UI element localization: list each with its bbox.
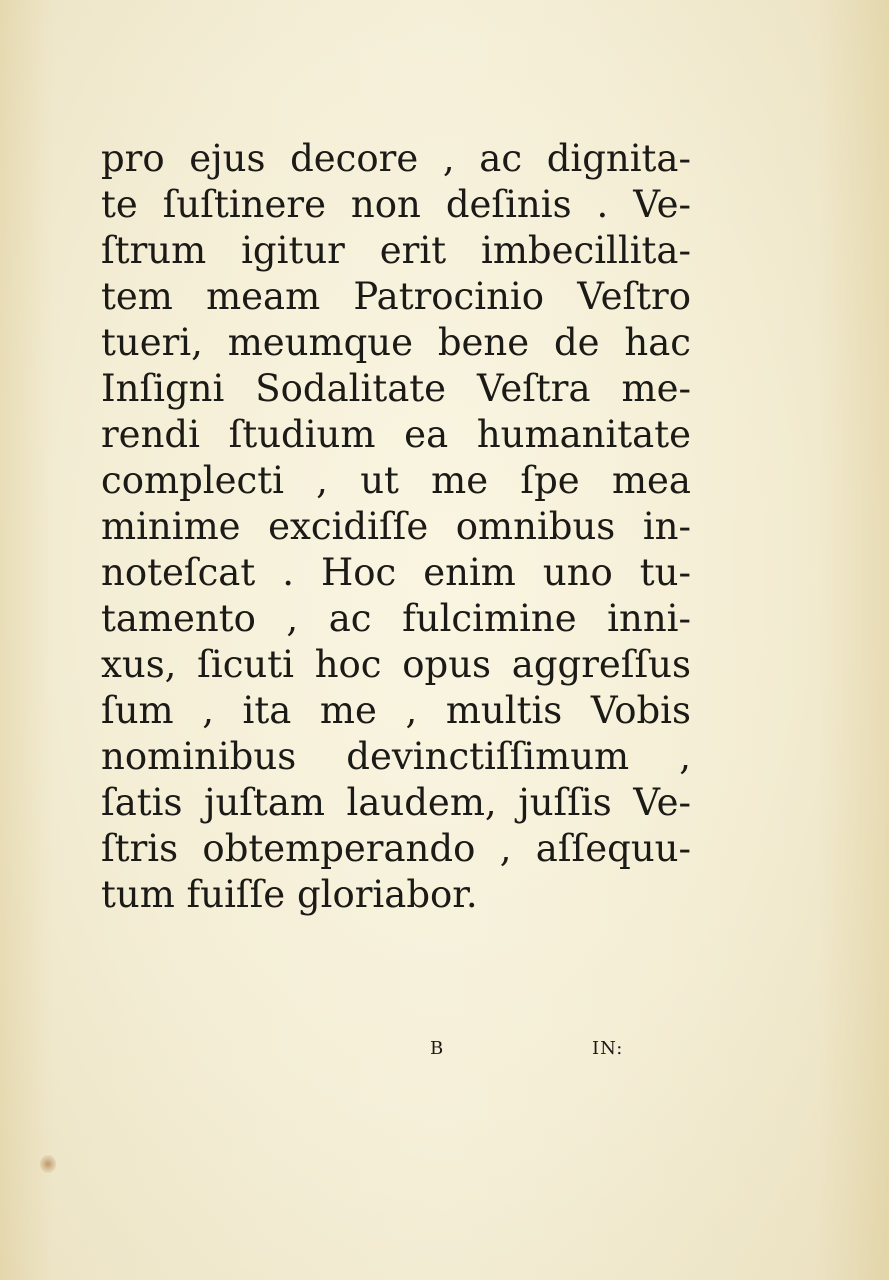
text-line: Inſigni Sodalitate Veſtra me- (101, 367, 691, 410)
text-line-last: tum fuiſſe gloriabor. (101, 873, 478, 916)
body-text (101, 136, 691, 918)
text-line: tem meam Patrocinio Veſtro (101, 275, 691, 318)
text-line: ſum , ita me , multis Vobis (101, 689, 691, 732)
text-line: minime excidiſſe omnibus in- (101, 505, 691, 548)
text-line: tamento , ac fulcimine inni- (101, 597, 691, 640)
signature-mark: B (430, 1038, 445, 1059)
text-line: rendi ſtudium ea humanitate (101, 413, 691, 456)
text-line: ſtrum igitur erit imbecillita- (101, 229, 691, 272)
text-line: nominibus devinctiſſimum , (101, 735, 691, 778)
text-line: xus, ſicuti hoc opus aggreſſus (101, 643, 691, 686)
text-line: te ſuſtinere non deſinis . Ve- (101, 183, 691, 226)
text-line: noteſcat . Hoc enim uno tu- (101, 551, 691, 594)
text-line: ſatis juſtam laudem, juſſis Ve- (101, 781, 691, 824)
text-line: tueri, meumque bene de hac (101, 321, 691, 364)
catchword: IN: (592, 1038, 624, 1059)
text-line: pro ejus decore , ac dignita- (101, 137, 691, 180)
foxing-stain (40, 1155, 56, 1173)
text-line: complecti , ut me ſpe mea (101, 459, 691, 502)
text-line: ſtris obtemperando , aſſequu- (101, 827, 691, 870)
